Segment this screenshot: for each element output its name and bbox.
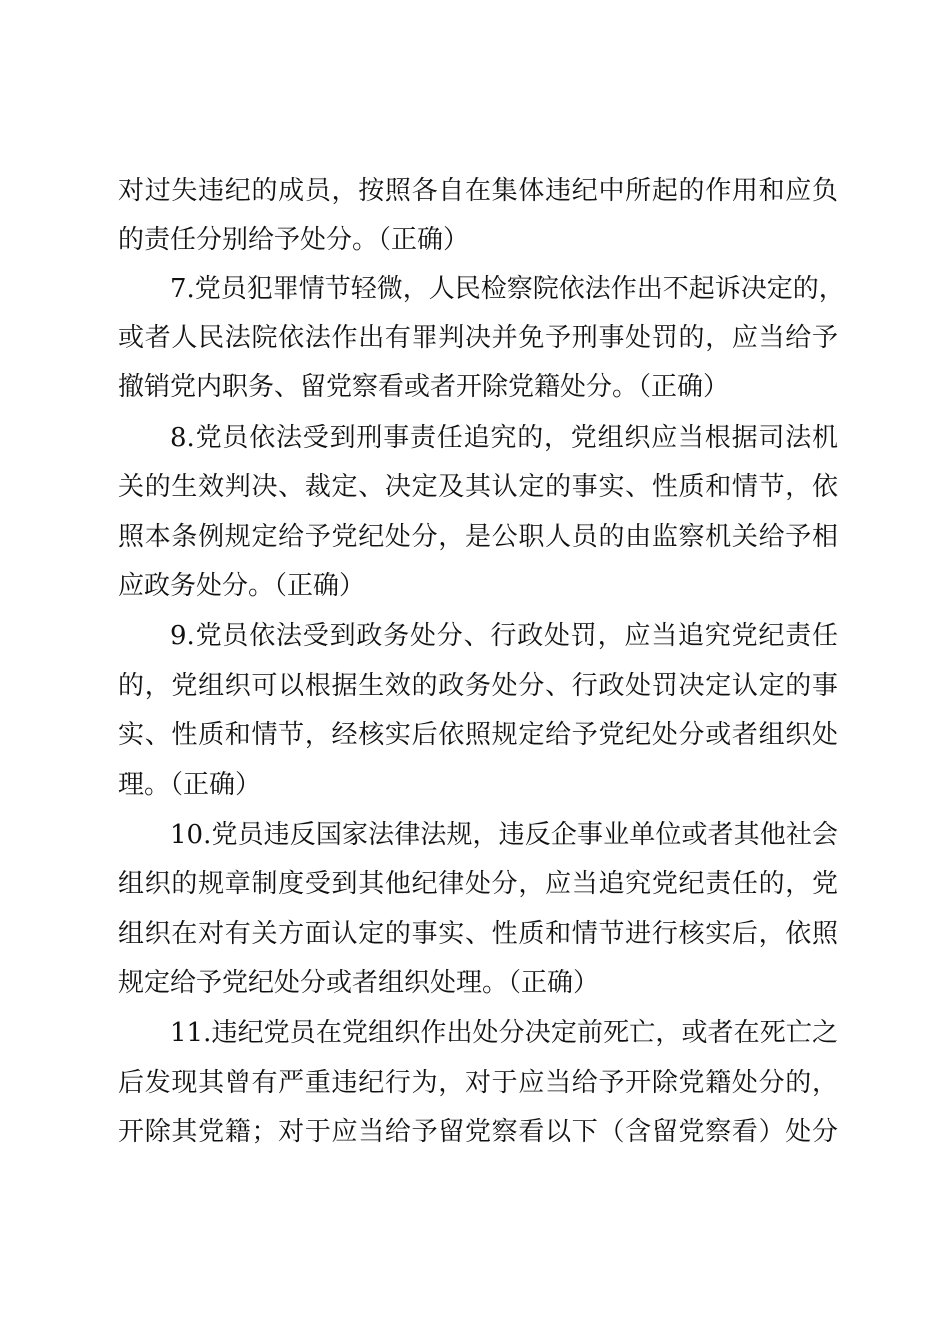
text-line: 或者人民法院依法作出有罪判决并免予刑事处罚的，应当给予 bbox=[118, 323, 838, 353]
text-line: 关的生效判决、裁定、决定及其认定的事实、性质和情节，依 bbox=[118, 472, 838, 502]
text-line: 理。（正确） bbox=[118, 770, 262, 800]
text-line: 后发现其曾有严重违纪行为，对于应当给予开除党籍处分的， bbox=[118, 1068, 838, 1098]
text-line: 实、性质和情节，经核实后依照规定给予党纪处分或者组织处 bbox=[118, 720, 838, 750]
item-11-line: 11.违纪党员在党组织作出处分决定前死亡，或者在死亡之 bbox=[170, 1018, 838, 1048]
text-line: 应政务处分。（正确） bbox=[118, 571, 366, 601]
item-10-line: 10.党员违反国家法律法规，违反企事业单位或者其他社会 bbox=[170, 820, 838, 850]
item-7-line: 7.党员犯罪情节轻微，人民检察院依法作出不起诉决定的， bbox=[170, 274, 845, 304]
text-line: 撤销党内职务、留党察看或者开除党籍处分。（正确） bbox=[118, 372, 730, 402]
text-line: 规定给予党纪处分或者组织处理。（正确） bbox=[118, 968, 600, 998]
text-line: 的，党组织可以根据生效的政务处分、行政处罚决定认定的事 bbox=[118, 671, 838, 701]
text-line: 组织在对有关方面认定的事实、性质和情节进行核实后，依照 bbox=[118, 919, 838, 949]
text-line: 照本条例规定给予党纪处分，是公职人员的由监察机关给予相 bbox=[118, 522, 838, 552]
text-line: 的责任分别给予处分。（正确） bbox=[118, 225, 470, 255]
item-8-line: 8.党员依法受到刑事责任追究的，党组织应当根据司法机 bbox=[170, 423, 838, 453]
text-line: 组织的规章制度受到其他纪律处分，应当追究党纪责任的，党 bbox=[118, 869, 838, 899]
item-9-line: 9.党员依法受到政务处分、行政处罚，应当追究党纪责任 bbox=[170, 621, 838, 651]
text-line: 对过失违纪的成员，按照各自在集体违纪中所起的作用和应负 bbox=[118, 176, 838, 206]
text-line: 开除其党籍；对于应当给予留党察看以下（含留党察看）处分 bbox=[118, 1117, 838, 1147]
